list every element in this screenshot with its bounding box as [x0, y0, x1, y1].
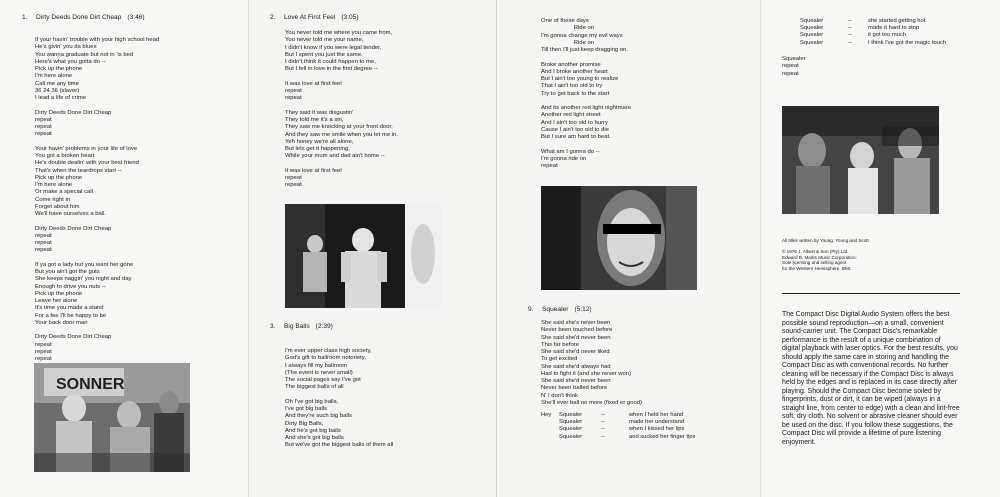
- song-3-header: [270, 323, 333, 330]
- song-title: Big Balls: [284, 323, 310, 330]
- song-9-header: [528, 306, 592, 313]
- song-duration: (2:39): [315, 323, 333, 330]
- chorus-row: Squealer -- and sucked her finger tips: [559, 433, 696, 440]
- band-photo-3: [782, 106, 939, 214]
- squealer-tail: Squealer repeat repeat: [782, 56, 806, 77]
- chorus-row: Squealer -- she started getting hot: [800, 18, 926, 24]
- song-number: 2.: [270, 14, 276, 21]
- continued-lyrics: One of these days Ride on I'm gonna change my evil ways Ride on Till then I'll just keep dragging on. Broke another promise And I broke another heart But I ain't too young to realize That I ain't too old to try Try to get back to the start And its another red light nightmare Another red light street And I ain't too old to hurry Cause I ain't too old to die But I sure am hard to beat. What am I gonna do -- I'm gonna ride on repeat: [541, 18, 632, 169]
- squealer-chorus-a: [541, 412, 695, 441]
- credits: All titles written by Young, Young and Scott © 1976 J. Albert & Son (Pty) Ltd. Edward B. Marks Music Corporation: Sole licensing and selling agent for the Western Hemisphere, BMI.: [782, 238, 869, 271]
- hey-word: Hey: [541, 412, 552, 418]
- song-2-header: [270, 14, 359, 21]
- song-number: 3.: [270, 323, 276, 330]
- song-1-lyrics: If your havin' trouble with your high school head He's givin' you da blues You wanna graduate but not in 'is bed Here's what you gotta do -- Pick up the phone I'm here alone Call me any time 36 24 36 (slaver) I lead a life of crime Dirty Deeds Done Dirt Cheap repeat repeat repeat Your havin' problems in your life of love You got a broken heart He's double dealin' with your best friend That's when the teardrops start -- Pick up the phone I'm here alone Or make a special call Come right in Forget about him We'll have ourselves a ball. Dirty Deeds Done Dirt Cheap repeat repeat repeat If ya got a lady but you want her gone But you ain't got the guts She keeps naggin' you night and day Enough to drive you nuts -- Pick up the phone Leave her alone It's time you made a stand For a fee I'll be happy to be Your back door man Dirty Deeds Done Dirt Cheap repeat repeat repeat: [35, 37, 160, 362]
- song-1-header: [22, 14, 145, 21]
- cd-care-notice: The Compact Disc Digital Audio System offers the best possible sound reproduction—on a small, convenient sound-carrier unit. The Compact Disc's remarkable performance is the result of a unique combination of digital playback with laser optics. For the best results, you should apply the same care in storing and handling the Compact Disc as with conventional records. No further cleaning will be necessary if the Compact Disc is always held by the edges and is replaced in its case directly after playing. Should the Compact Disc become soiled by fingerprints, dust or dirt, it can be wiped (always in a straight line, from center to edge) with a clean and lint-free soft, dry cloth. No solvent or abrasive cleaner should ever be used on the disc. If you follow these suggestions, the Compact Disc will provide a lifetime of pure listening enjoyment.: [782, 311, 960, 446]
- song-title: Love At First Feel: [284, 14, 336, 21]
- chorus-row: Squealer -- I think I've got the magic touch: [800, 39, 947, 46]
- graffiti-text: SONNER: [56, 376, 125, 393]
- band-photo-1: [34, 363, 190, 472]
- song-duration: (3:46): [127, 14, 145, 21]
- center-fold: [248, 0, 249, 497]
- song-number: 1.: [22, 14, 28, 21]
- song-duration: (3:05): [341, 14, 359, 21]
- song-title: Dirty Deeds Done Dirt Cheap: [36, 14, 122, 21]
- chorus-row: Squealer -- when I kissed her lips: [559, 426, 685, 433]
- chorus-row: Squealer -- made it hard to stop: [800, 25, 920, 32]
- portrait-photo: [541, 186, 697, 290]
- chorus-row: Squealer -- made her understand: [559, 419, 685, 426]
- song-duration: (5:12): [574, 306, 592, 313]
- band-photo-2: [285, 204, 441, 308]
- song-number: 9.: [528, 306, 534, 313]
- song-2-lyrics: You never told me where you came from, You never told me your name, I didn't know if you were legal tender, But I spent you just the same. I didn't think it could happen to me, But I fell in love in the first degree -- It was love at first feel repeat repeat They said it was disgustin' They told me it's a sin, They saw me knocking at your front door, And they saw me smile when you let me in. Yeh honey we're all alone, But lets get it happening, While your mum and dad ain't home -- It was love at first feel repeat repeat: [285, 30, 398, 189]
- song-9-lyrics: She said she's never been Never been touched before She said she'd never been This far before She said she'd never liked To get excited She said she'd always had Had to fight it (and she never won) She said she'd never been Never been balled before N' I don't think She'll ever ball no more (fixed er good): [541, 320, 642, 406]
- divider: [782, 293, 960, 294]
- chorus-row: Squealer -- it got too much: [800, 32, 907, 39]
- right-fold: [760, 0, 761, 497]
- song-title: Squealer: [542, 306, 569, 313]
- chorus-row: Hey Squealer -- when I held her hand: [541, 412, 684, 418]
- song-3-lyrics: I'm ever upper class high society, God's gift to ballroom notoriety, I always fill my ballroom (The event is never small) The social pages say I've got The biggest balls of all Oh I've got big balls, I've got big balls And they're such big balls Dirty Big Balls, And he's got big balls And she's got big balls But we've got the biggest balls of them all: [285, 348, 394, 449]
- squealer-chorus-b: [800, 18, 946, 47]
